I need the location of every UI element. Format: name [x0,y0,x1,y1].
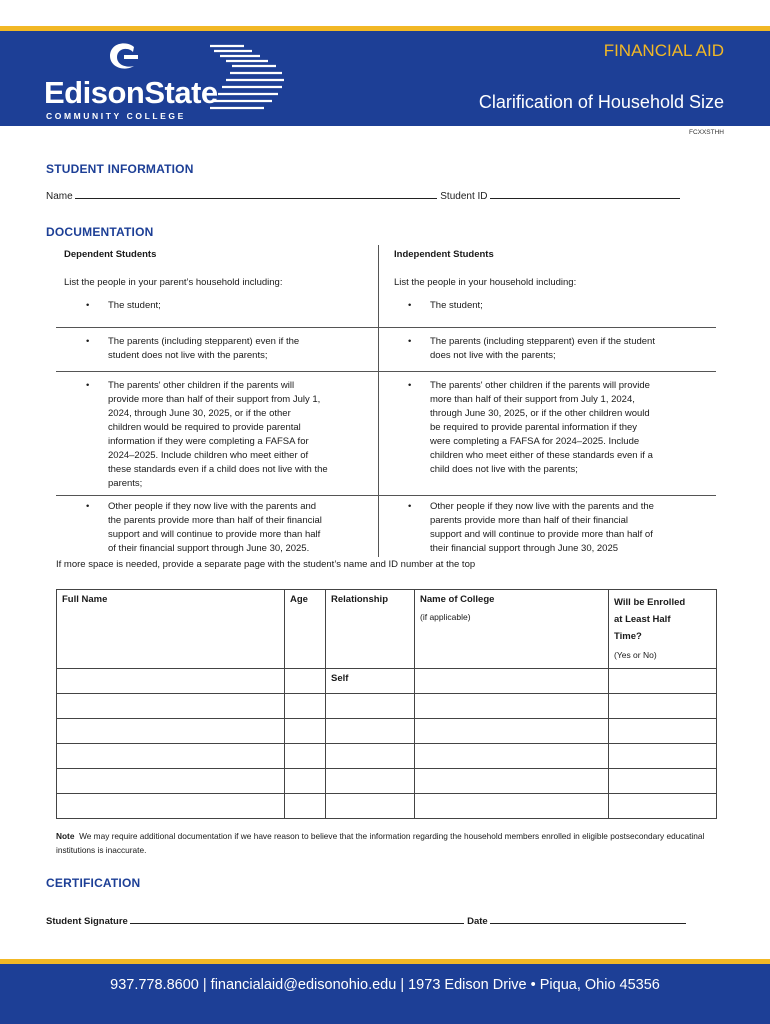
header-relationship: Relationship [326,590,415,669]
section-title-documentation: DOCUMENTATION [46,225,154,239]
cell-college[interactable] [415,719,609,744]
logo-wordmark: EdisonState [44,75,218,110]
cell-full-name[interactable] [57,694,285,719]
cell-enrolled[interactable] [609,794,717,819]
cell-relationship[interactable] [326,794,415,819]
cell-age[interactable] [285,719,326,744]
cell-age[interactable] [285,744,326,769]
cell-college[interactable] [415,744,609,769]
table-row [57,744,717,769]
date-line[interactable] [490,915,686,924]
bullet-icon: • [408,300,412,311]
bullet-icon: • [86,501,90,512]
college-logo [38,41,288,121]
cell-enrolled[interactable] [609,694,717,719]
cell-age[interactable] [285,794,326,819]
table-row [57,719,717,744]
bullet-icon: • [86,300,90,311]
divider [56,371,378,372]
cell-relationship: Self [326,669,415,694]
documentation-columns: Dependent Students List the people in your parent’s household including: • The student; • The parents (including stepparent) even if the student does not live with the parents; • The parents' other children if the parents will provide more than half of their support from July 1, 2024, through June 30, 2025, or if the other children would be required to provide parental information if they were completing a FAFSA for 2024–2025. Include children who meet either of these standards even if a child does not live with the parents; • Other people if they now live with the parents and the parents provide more than half of their financial support and will continue to provide more than half of their financial support through June 30, 2025. Independent Students List the people in your household including: • The student; • The parents (including stepparent) even if the student does not live with the parents; • The parents' other children if the parents will provide more than half of their support from July 1, 2024, through June 30, 2025, or if the other children would be required to provide parental information if they were completing a FAFSA for 2024–2025. Include children who meet either of these standards even if a child does not live with the parents; • Other people if they now live with the parents and the parents provide more than half of their financial support and will continue to provide more than half of their financial support through June 30, 2025 [56,245,716,557]
cell-enrolled[interactable] [609,719,717,744]
cell-full-name[interactable] [57,744,285,769]
cell-full-name[interactable] [57,669,285,694]
name-label: Name [46,191,73,202]
student-id-line[interactable] [490,190,680,199]
header-college [415,590,609,669]
bullet-icon: • [408,336,412,347]
cell-full-name[interactable] [57,719,285,744]
name-field[interactable] [46,190,680,202]
footer-contact: 937.778.8600 | financialaid@edisonohio.edu | 1973 Edison Drive • Piqua, Ohio 45356 [110,977,660,993]
name-line[interactable] [75,190,437,199]
dependent-heading: Dependent Students [64,249,157,260]
cell-relationship[interactable] [326,769,415,794]
household-table [56,589,717,819]
independent-heading: Independent Students [394,249,494,260]
date-label: Date [467,916,488,927]
signature-label: Student Signature [46,916,128,927]
divider [56,327,378,328]
cell-relationship[interactable] [326,744,415,769]
bullet-icon: • [408,501,412,512]
page-footer [0,964,770,1024]
header-enrolled: Will be Enrolled at Least Half Time? (Yes or No) [609,590,717,669]
header-college-label: Name of College [420,594,495,605]
divider [378,327,716,328]
cell-age[interactable] [285,669,326,694]
page-title: Clarification of Household Size [478,92,724,112]
header-age: Age [285,590,326,669]
logo-swoosh-icon [104,41,146,75]
note-label: Note [56,831,75,841]
header-enrolled-sub: (Yes or No) [614,650,657,660]
student-id-label: Student ID [440,191,488,202]
bullet-icon: • [86,336,90,347]
note-text: We may require additional documentation if we have reason to believe that the information regarding the household members enrolled in eligible postsecondary educatinal institutions is inaccurate. [56,831,705,855]
header-full-name: Full Name [57,590,285,669]
bullet-icon: • [86,380,90,391]
cell-college[interactable] [415,669,609,694]
divider [56,495,378,496]
signature-line[interactable] [130,915,464,924]
section-title-certification: CERTIFICATION [46,876,141,890]
table-header-row [57,590,717,669]
table-row [57,694,717,719]
cell-enrolled[interactable] [609,669,717,694]
independent-intro: List the people in your household including: [394,277,577,288]
cell-enrolled[interactable] [609,744,717,769]
divider [378,371,716,372]
divider [378,495,716,496]
documentation-footnote [56,829,716,857]
cell-full-name[interactable] [57,794,285,819]
dependent-intro: List the people in your parent’s household including: [64,277,283,288]
cell-college[interactable] [415,794,609,819]
table-row [57,794,717,819]
extra-space-note: If more space is needed, provide a separate page with the student’s name and ID number at the top [56,559,476,570]
cell-age[interactable] [285,769,326,794]
cell-age[interactable] [285,694,326,719]
cell-college[interactable] [415,694,609,719]
cell-relationship[interactable] [326,694,415,719]
cell-enrolled[interactable] [609,769,717,794]
form-code: FCXXSTHH [688,129,724,136]
logo-stripes-icon [208,43,290,113]
section-title-student-information: STUDENT INFORMATION [46,162,194,176]
cell-college[interactable] [415,769,609,794]
table-row [57,769,717,794]
header-kicker: FINANCIAL AID [603,41,724,60]
header-college-sub: (if applicable) [420,612,471,622]
cell-relationship[interactable] [326,719,415,744]
logo-subtitle: COMMUNITY COLLEGE [46,111,186,121]
bullet-icon: • [408,380,412,391]
table-row [57,669,717,694]
cell-full-name[interactable] [57,769,285,794]
page-header [0,31,770,126]
signature-row [46,915,686,927]
